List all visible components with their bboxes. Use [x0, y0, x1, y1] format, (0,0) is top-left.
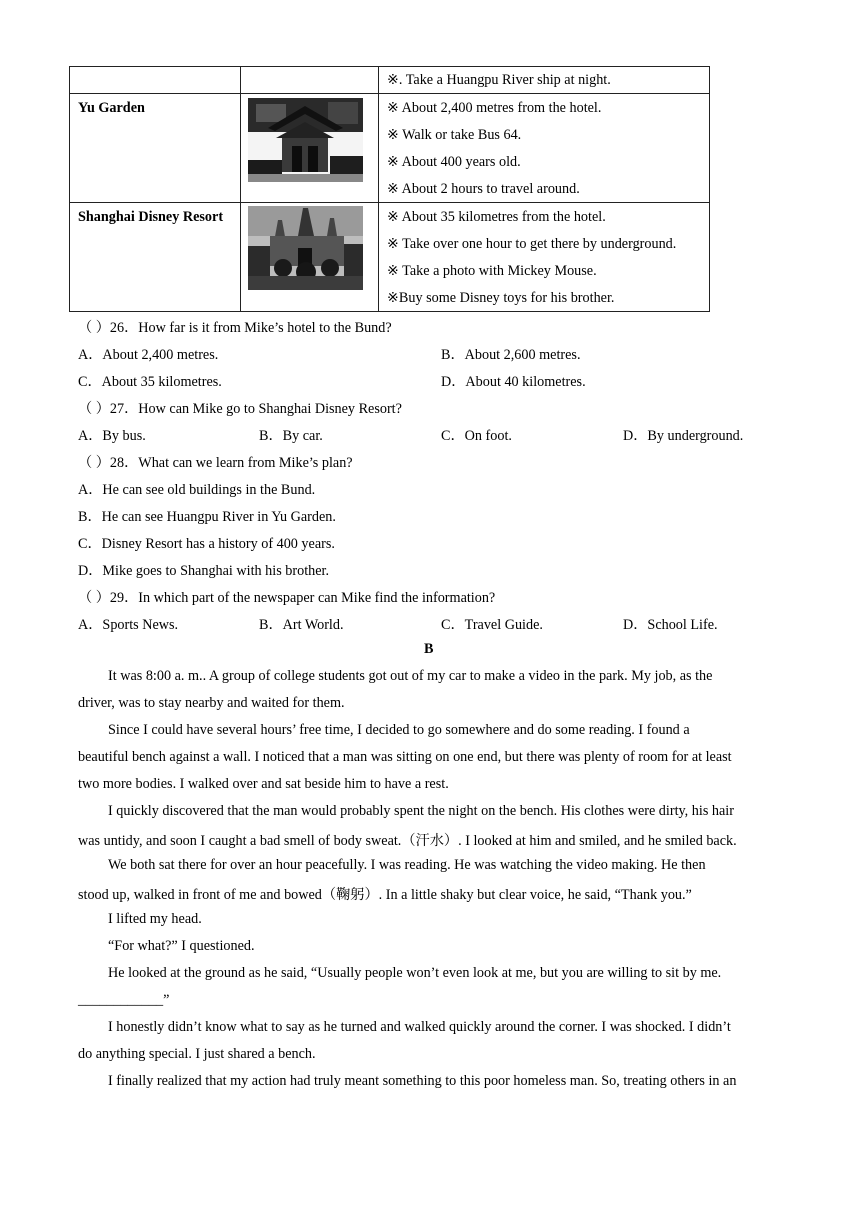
option-c: C．Travel Guide. [441, 617, 543, 633]
option-c: C．Disney Resort has a history of 400 years. [78, 536, 335, 552]
passage-line: I quickly discovered that the man would probably spent the night on the bench. His clothes were dirty, his hair [108, 803, 734, 819]
option-b: B．Art World. [259, 617, 344, 633]
option-d: D．By underground. [623, 428, 744, 444]
table-note: ※ About 400 years old. [387, 154, 521, 170]
passage-line: I honestly didn’t know what to say as he turned and walked quickly around the corner. I was shocked. I didn’t [108, 1019, 731, 1035]
option-b: B．He can see Huangpu River in Yu Garden. [78, 509, 336, 525]
table-border [69, 66, 710, 67]
option-a: A．By bus. [78, 428, 146, 444]
castle-photo [248, 206, 363, 290]
table-note: ※Buy some Disney toys for his brother. [387, 290, 615, 306]
passage-line: I finally realized that my action had truly meant something to this poor homeless man. So, treating others in an [108, 1073, 737, 1089]
passage-line: It was 8:00 a. m.. A group of college students got out of my car to make a video in the park. My job, as the [108, 668, 713, 684]
table-border [69, 202, 710, 203]
passage-line: We both sat there for over an hour peacefully. I was reading. He was watching the video making. He then [108, 857, 706, 873]
option-c: C．About 35 kilometres. [78, 374, 222, 390]
question-28-stem: （ ）28．What can we learn from Mike’s plan? [78, 455, 353, 471]
table-note: ※ About 2 hours to travel around. [387, 181, 580, 197]
table-note: ※. Take a Huangpu River ship at night. [387, 72, 611, 88]
place-name-yu-garden: Yu Garden [78, 100, 145, 116]
option-b: B．By car. [259, 428, 323, 444]
option-d: D．School Life. [623, 617, 718, 633]
table-border [709, 66, 710, 312]
passage-line: I lifted my head. [108, 911, 202, 927]
table-border [69, 93, 710, 94]
table-border [69, 66, 70, 312]
passage-line: “For what?” I questioned. [108, 938, 255, 954]
question-27-stem: （ ）27．How can Mike go to Shanghai Disney Resort? [78, 401, 402, 417]
pagoda-photo [248, 98, 363, 182]
passage-line: stood up, walked in front of me and bowed（鞠躬）. In a little shaky but clear voice, he said, “Thank you.” [78, 887, 692, 903]
option-a: A．Sports News. [78, 617, 179, 633]
option-a: A．About 2,400 metres. [78, 347, 219, 363]
table-border [378, 66, 379, 312]
passage-line: Since I could have several hours’ free time, I decided to go somewhere and do some reading. I found a [108, 722, 690, 738]
option-d: D．Mike goes to Shanghai with his brother. [78, 563, 330, 579]
table-note: ※ About 35 kilometres from the hotel. [387, 209, 606, 225]
question-29-stem: （ ）29．In which part of the newspaper can Mike find the information? [78, 590, 496, 606]
passage-line: He looked at the ground as he said, “Usually people won’t even look at me, but you are willing to sit by me. [108, 965, 722, 981]
section-heading: B [424, 641, 434, 657]
table-note: ※ Take a photo with Mickey Mouse. [387, 263, 597, 279]
answer-blank: ____________” [78, 992, 170, 1008]
passage-line: driver, was to stay nearby and waited for them. [78, 695, 345, 711]
option-d: D．About 40 kilometres. [441, 374, 586, 390]
table-border [69, 311, 710, 312]
option-a: A．He can see old buildings in the Bund. [78, 482, 316, 498]
table-note: ※ Take over one hour to get there by underground. [387, 236, 677, 252]
option-b: B．About 2,600 metres. [441, 347, 581, 363]
place-name-disney-resort: Shanghai Disney Resort [78, 209, 224, 225]
table-note: ※ Walk or take Bus 64. [387, 127, 522, 143]
question-26-stem: （ ）26．How far is it from Mike’s hotel to the Bund? [78, 320, 392, 336]
table-note: ※ About 2,400 metres from the hotel. [387, 100, 602, 116]
table-border [240, 66, 241, 312]
passage-line: was untidy, and soon I caught a bad smell of body sweat.（汗水）. I looked at him and smiled, and he smiled back. [78, 833, 737, 849]
option-c: C．On foot. [441, 428, 512, 444]
passage-line: do anything special. I just shared a bench. [78, 1046, 316, 1062]
passage-line: two more bodies. I walked over and sat beside him to have a rest. [78, 776, 449, 792]
attractions-table [69, 66, 710, 312]
passage-line: beautiful bench against a wall. I noticed that a man was sitting on one end, but there was plenty of room for at least [78, 749, 732, 765]
